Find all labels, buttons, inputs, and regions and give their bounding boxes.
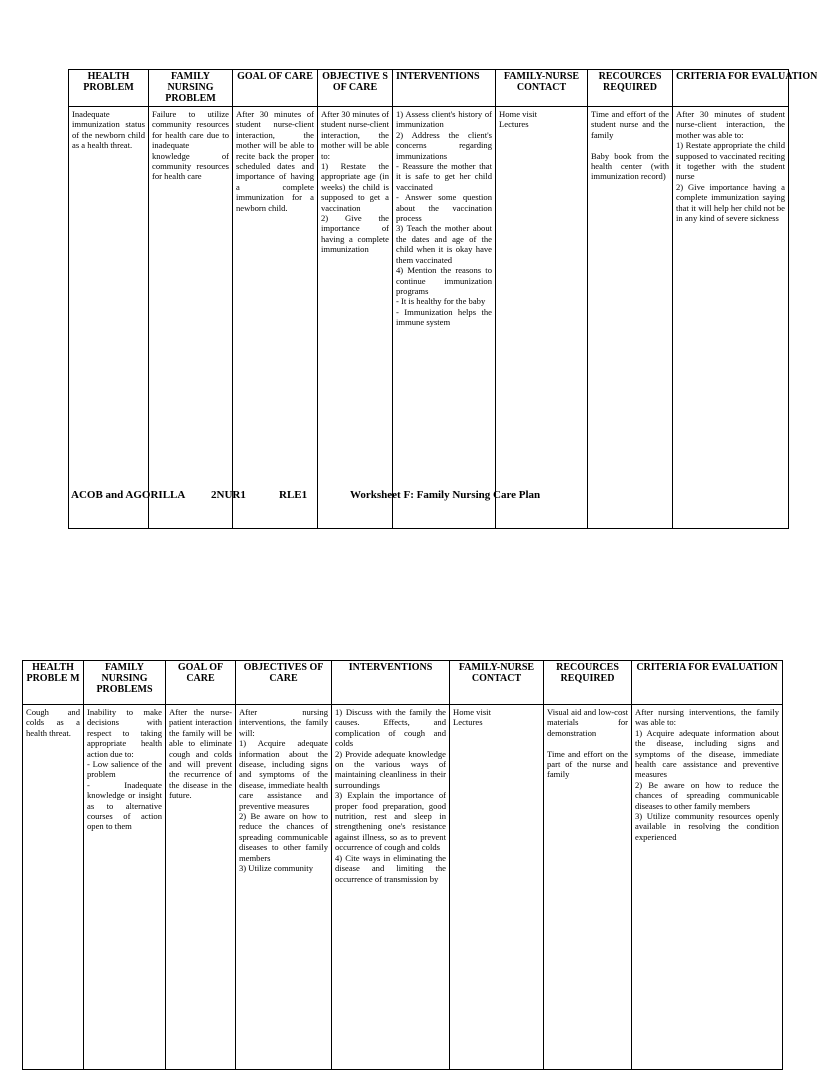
col-health-problem: HEALTH PROBLEM [69, 70, 149, 107]
rle-code: RLE1 [279, 489, 308, 501]
col-health-problem: HEALTH PROBLE M [23, 661, 84, 705]
col-objectives-of-care: OBJECTIVE S OF CARE [318, 70, 393, 107]
worksheet-title: Worksheet F: Family Nursing Care Plan [350, 489, 541, 501]
cell-interventions: 1) Assess client's history of immunization 2) Address the client's concerns regarding immunizations - Reassure the mother that it is safe to get her child vaccinated - Answer some question about the vaccination process 3) Teach the mother about the dates and age of the child when it is okay have them vaccinated 4) Mention the reasons to continue immunization programs - It is healthy for the baby - Immunization helps the immune system [393, 107, 496, 529]
cell-interventions: 1) Discuss with the family the causes. Effects, and complication of cough and colds 2) Provide adequate knowledge on the various ways of maintaining cleanliness in their surroundings 3) Explain the importance of proper food preparation, good nutrition, rest and sleep in strengthening one's resistance against illness, so as to prevent occurrence of cough and colds 4) Cite ways in eliminating the disease and limiting the occurrence of transmission by [332, 705, 450, 1070]
col-resources-required: RECOURCES REQUIRED [544, 661, 632, 705]
col-criteria-for-evaluation: CRITERIA FOR EVALUATION [673, 70, 789, 107]
cell-family-nurse-contact: Home visit Lectures [496, 107, 588, 529]
header-row [69, 70, 789, 107]
col-family-nursing-problems: FAMILY NURSING PROBLEMS [84, 661, 166, 705]
header-row [23, 661, 783, 705]
cell-family-nursing-problem: Failure to utilize community resources for health care due to inadequate knowledge of community resources for health care [149, 107, 233, 529]
cell-resources-required: Visual aid and low-cost materials for demonstration Time and effort on the part of the nurse and family [544, 705, 632, 1070]
col-resources-required: RECOURCES REQUIRED [588, 70, 673, 107]
cell-criteria-for-evaluation: After 30 minutes of student nurse-client interaction, the mother was able to: 1) Restate appropriate the child supposed to vaccinated reciting it together with the student nurse 2) Give importance having a complete immunization saying that it will help her child not be in any kind of severe sickness [673, 107, 789, 529]
col-interventions: INTERVENTIONS [332, 661, 450, 705]
col-family-nurse-contact: FAMILY-NURSE CONTACT [450, 661, 544, 705]
col-interventions: INTERVENTIONS [393, 70, 496, 107]
student-names: ACOB and AGORILLA [71, 489, 186, 501]
cell-objectives-of-care: After 30 minutes of student nurse-client interaction, the mother will be able to: 1) Restate the appropriate age (in weeks) the child is supposed to get a vaccination 2) Give the importance of having a complete immunization [318, 107, 393, 529]
col-criteria-for-evaluation: CRITERIA FOR EVALUATION [632, 661, 783, 705]
col-family-nurse-contact: FAMILY-NURSE CONTACT [496, 70, 588, 107]
cell-family-nurse-contact: Home visit Lectures [450, 705, 544, 1070]
cell-objectives-of-care: After nursing interventions, the family will: 1) Acquire adequate information about the disease, including signs and symptoms of the disease, immediate health care assistance and preventive measures 2) Be aware on how to reduce the chances of spreading communicable diseases to other family members 3) Utilize community [236, 705, 332, 1070]
cell-criteria-for-evaluation: After nursing interventions, the family was able to: 1) Acquire adequate information about the disease, including signs and symptoms of the disease, immediate health care assistance and preventive measures 2) Be aware on how to reduce the chances of spreading communicable diseases to other family members 3) Utilize community resources openly available in resolving the condition experienced [632, 705, 783, 1070]
cell-health-problem: Cough and colds as a health threat. [23, 705, 84, 1070]
col-goal-of-care: GOAL OF CARE [233, 70, 318, 107]
cell-goal-of-care: After 30 minutes of student nurse-client interaction, the mother will be able to recite back the proper scheduled dates and importance of having a complete immunization for a newborn child. [233, 107, 318, 529]
cell-resources-required: Time and effort of the student nurse and the family Baby book from the health center (with immunization record) [588, 107, 673, 529]
worksheet-footer [71, 489, 540, 501]
cell-health-problem: Inadequate immunization status of the newborn child as a health threat. [69, 107, 149, 529]
col-goal-of-care: GOAL OF CARE [166, 661, 236, 705]
table-row [69, 107, 789, 529]
cell-family-nursing-problems: Inability to make decisions with respect to taking appropriate health action due to: - Low salience of the problem - Inadequate knowledge or insight as to alternative courses of action open to them [84, 705, 166, 1070]
col-objectives-of-care: OBJECTIVES OF CARE [236, 661, 332, 705]
care-plan-table-immunization [68, 69, 817, 529]
col-family-nursing-problem: FAMILY NURSING PROBLEM [149, 70, 233, 107]
section-code: 2NUR1 [211, 489, 246, 501]
table-row [23, 705, 783, 1070]
care-plan-table-cough-colds [22, 660, 783, 1070]
cell-goal-of-care: After the nurse-patient interaction the family will be able to eliminate cough and colds and will prevent the recurrence of the disease in the future. [166, 705, 236, 1070]
